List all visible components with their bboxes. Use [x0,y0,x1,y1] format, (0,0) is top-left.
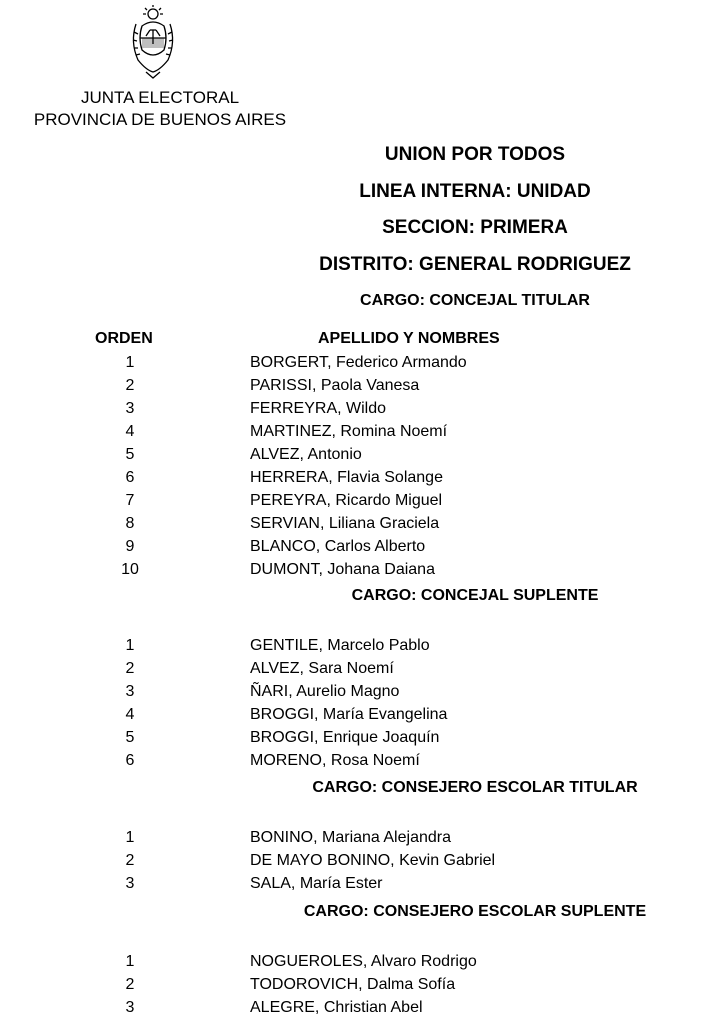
candidate-given-names: , Johana Daiana [318,561,435,578]
candidate-order: 1 [125,829,135,846]
column-header-nombres: APELLIDO Y NOMBRES [318,330,500,347]
candidate-name [250,749,420,772]
candidate-order: 1 [125,637,135,654]
cargo-title: CARGO: CONSEJERO ESCOLAR SUPLENTE [303,903,647,920]
candidate-row [0,443,715,466]
candidate-order: 6 [125,752,135,769]
candidate-row [0,749,715,772]
candidate-order: 3 [125,875,135,892]
candidate-order: 5 [125,446,135,463]
district-label: DISTRITO: GENERAL RODRIGUEZ [319,254,631,275]
candidate-name [250,535,425,558]
candidate-surname: ALVEZ [250,446,300,463]
candidate-order: 4 [125,706,135,723]
candidate-row [0,466,715,489]
candidate-name [250,726,439,749]
candidate-given-names: , Rosa Noemí [322,752,420,769]
candidate-name [250,657,394,680]
candidate-order: 2 [125,852,135,869]
candidate-surname: ALVEZ [250,660,300,677]
candidate-surname: PARISSI [250,377,312,394]
candidate-surname: BORGERT [250,354,328,371]
candidate-order: 3 [125,400,135,417]
candidate-row [0,849,715,872]
candidate-name [250,826,451,849]
candidate-name [250,466,443,489]
candidate-order: 3 [125,999,135,1016]
candidate-name [250,950,477,973]
candidate-surname: GENTILE [250,637,319,654]
candidate-surname: DE MAYO BONINO [250,852,391,869]
candidate-given-names: , Ricardo Miguel [326,492,443,509]
candidate-given-names: , Marcelo Pablo [318,637,430,654]
candidate-row [0,535,715,558]
candidate-order: 5 [125,729,135,746]
candidate-name [250,397,386,420]
candidate-name [250,680,399,703]
candidate-surname: HERRERA [250,469,329,486]
party-name: UNION POR TODOS [384,144,566,165]
candidate-given-names: , Liliana Graciela [319,515,440,532]
candidate-given-names: , María Evangelina [314,706,448,723]
candidate-order: 9 [125,538,135,555]
candidate-surname: TODOROVICH [250,976,359,993]
candidate-surname: BLANCO [250,538,316,555]
candidate-order: 3 [125,683,135,700]
candidate-given-names: , Mariana Alejandra [313,829,451,846]
candidate-surname: ALEGRE [250,999,315,1016]
section-label: SECCION: PRIMERA [382,217,568,238]
institution-province: PROVINCIA DE BUENOS AIRES [33,110,287,129]
candidate-order: 2 [125,377,135,394]
candidate-name [250,703,447,726]
candidate-name [250,443,362,466]
candidate-order: 7 [125,492,135,509]
candidate-surname: ÑARI [250,683,289,700]
column-header-orden: ORDEN [95,330,153,347]
candidate-given-names: , Alvaro Rodrigo [362,953,477,970]
candidate-surname: BROGGI [250,706,315,723]
candidate-surname: BONINO [250,829,314,846]
candidate-given-names: , Wildo [337,400,387,417]
candidate-surname: SALA [250,875,291,892]
candidate-surname: MORENO [250,752,322,769]
candidate-name [250,351,467,374]
candidate-row [0,996,715,1019]
candidate-name [250,374,419,397]
candidate-order: 6 [125,469,135,486]
candidate-given-names: , Flavia Solange [328,469,443,486]
candidate-row [0,634,715,657]
candidate-name [250,996,423,1019]
candidate-row [0,872,715,895]
candidate-row [0,726,715,749]
candidate-order: 2 [125,976,135,993]
candidate-given-names: , Sara Noemí [299,660,394,677]
candidate-row [0,657,715,680]
candidate-given-names: , Carlos Alberto [315,538,426,555]
candidate-given-names: , María Ester [290,875,383,892]
candidate-given-names: , Enrique Joaquín [314,729,440,746]
candidate-surname: PEREYRA [250,492,327,509]
internal-line: LINEA INTERNA: UNIDAD [359,181,591,202]
candidate-given-names: , Antonio [299,446,362,463]
candidate-order: 4 [125,423,135,440]
candidate-row [0,973,715,996]
candidate-given-names: , Paola Vanesa [311,377,420,394]
candidate-name [250,973,455,996]
candidate-order: 2 [125,660,135,677]
candidate-row [0,489,715,512]
candidate-name [250,489,442,512]
candidate-surname: MARTINEZ [250,423,332,440]
candidate-given-names: , Christian Abel [314,999,423,1016]
candidate-surname: NOGUEROLES [250,953,363,970]
candidate-order: 1 [125,953,135,970]
candidate-order: 8 [125,515,135,532]
candidate-row [0,512,715,535]
candidate-row [0,558,715,581]
candidate-row [0,374,715,397]
candidate-name [250,512,439,535]
candidate-name [250,558,435,581]
candidate-surname: SERVIAN [250,515,320,532]
candidate-name [250,849,495,872]
candidate-order: 10 [121,561,139,578]
candidate-row [0,703,715,726]
candidate-order: 1 [125,354,135,371]
cargo-title: CARGO: CONCEJAL SUPLENTE [351,587,599,604]
candidate-given-names: , Aurelio Magno [288,683,400,700]
cargo-title: CARGO: CONSEJERO ESCOLAR TITULAR [312,779,638,796]
candidate-given-names: , Dalma Sofía [358,976,456,993]
candidate-row [0,351,715,374]
candidate-row [0,420,715,443]
candidate-name [250,634,430,657]
candidate-name [250,872,383,895]
cargo-title: CARGO: CONCEJAL TITULAR [360,292,590,309]
candidate-given-names: , Federico Armando [327,354,467,371]
candidate-row [0,950,715,973]
institution-name: JUNTA ELECTORAL [80,88,240,107]
candidate-row [0,826,715,849]
candidate-surname: FERREYRA [250,400,338,417]
candidate-surname: BROGGI [250,729,315,746]
candidate-surname: DUMONT [250,561,319,578]
candidate-name [250,420,447,443]
candidate-row [0,397,715,420]
candidate-given-names: , Kevin Gabriel [390,852,496,869]
candidate-given-names: , Romina Noemí [331,423,448,440]
candidate-row [0,680,715,703]
coat-of-arms-icon [128,4,178,80]
